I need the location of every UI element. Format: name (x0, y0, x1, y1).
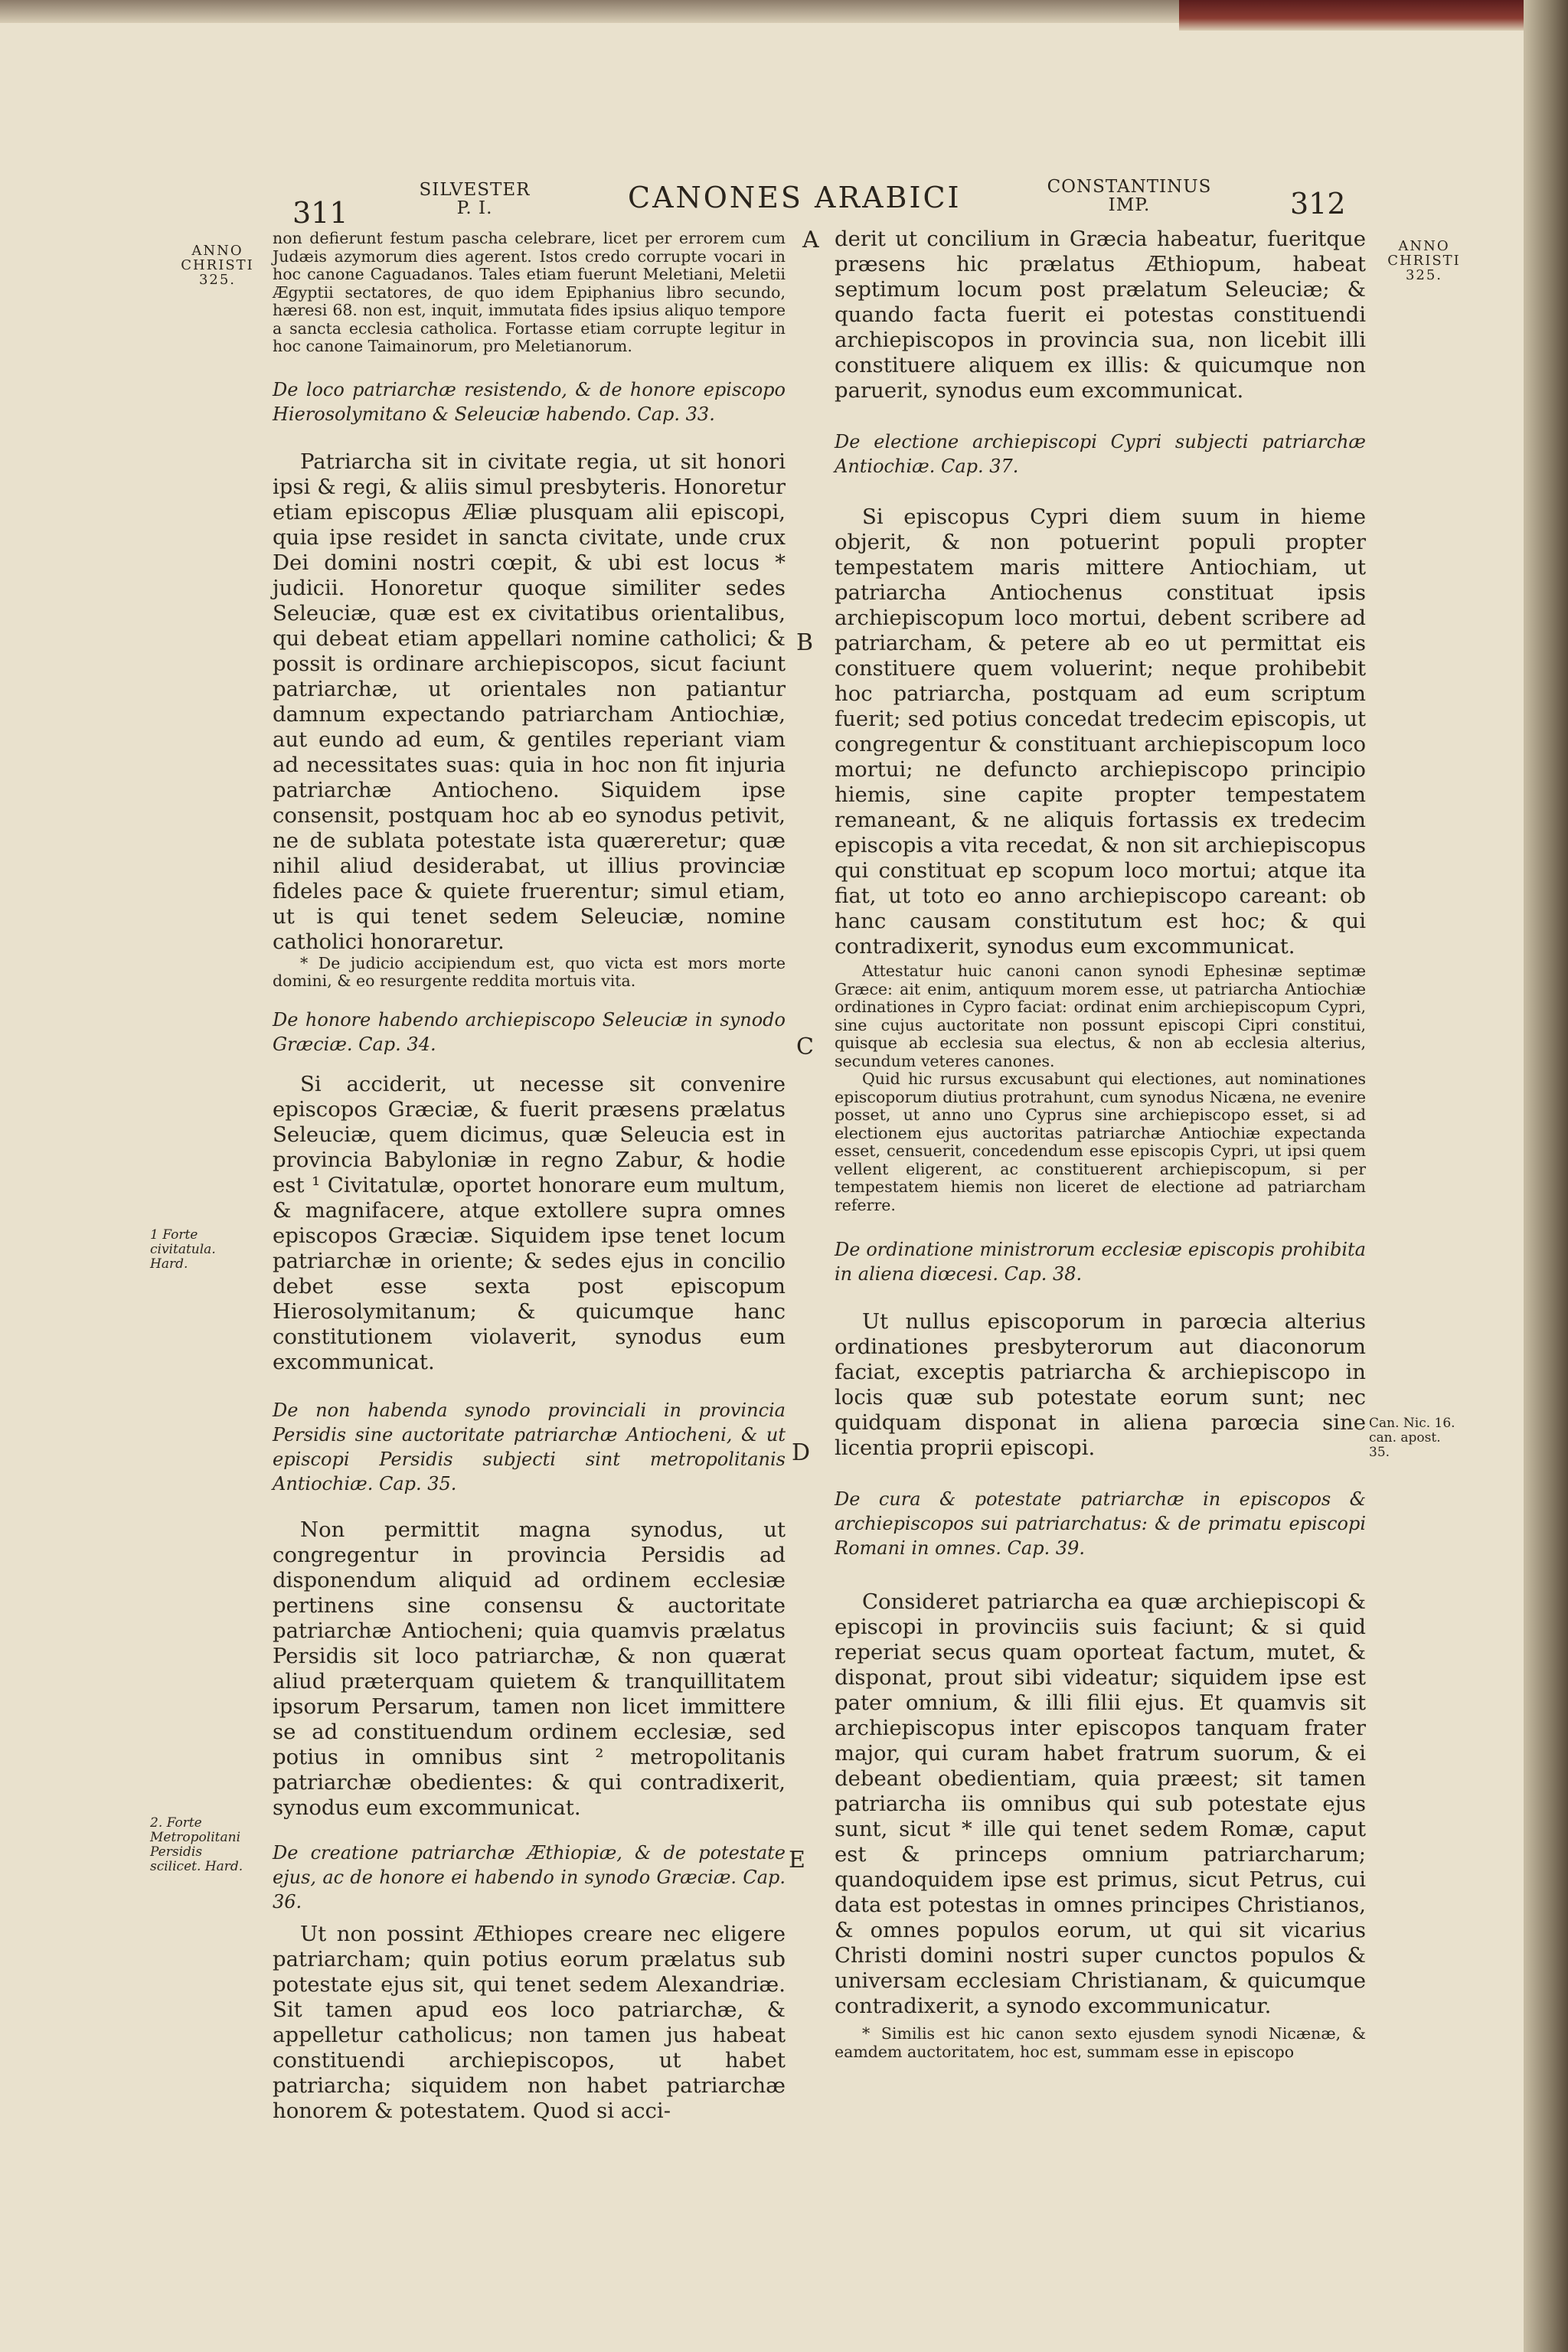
chapter-33-title: De loco patriarchæ resistendo, & de honore episcopo Hierosolymitano & Seleuciæ habendo. Cap. 33. (273, 378, 786, 425)
chapter-37-text: Si episcopus Cypri diem suum in hieme objerit, & non potuerint populi propter tempestatem maris mittere Antiochiam, ut patriarcha Antiochenus constituat ipsis archiepiscopum loco mortui, debent scribere ad patriarcham, & petere ab eo ut permittat eis constituere quem voluerint; neque prohibebit hoc patriarcha, postquam ad eum scriptum fuerit; sed potius concedat tredecim episcopis, ut congregentur & constituant archiepiscopum loco mortui; ne defuncto archiepiscopo principio hiemis, sine capite propter tempestatem remaneant, & ne aliquis fortassis ex tredecim episcopis a vita recedat, & non sit archiepiscopus qui constituat ep scopum loco mortui; atque ita fiat, ut toto eo anno archiepiscopo careant: ob hanc causam constitutum est hoc; & qui contradixerit, synodus eum excommunicat. (835, 505, 1366, 959)
book-cover-edge (1179, 0, 1524, 31)
page-number-left: 311 (292, 196, 348, 230)
left-column (273, 230, 786, 2124)
chapter-37-note-a: Attestatur huic canoni canon synodi Ephesinæ septimæ Græce: ait enim, antiquum morem esse, ut patriarcha Antiochiæ ordinationes in Cypro faciat: ordinat enim archiepiscopum Cypri, sine cujus auctoritate non possunt episcopi Cipri constitui, quisque ab ecclesia sua electus, & non ab ecclesia alterius, secundum veteres canones. (835, 962, 1366, 1070)
chapter-39-footnote: * Similis est hic canon sexto ejusdem synodi Nicænæ, & eamdem auctoritatem, hoc est, summam esse in episcopo (835, 2024, 1366, 2061)
section-letter-a: A (802, 227, 819, 253)
chapter-36-title: De creatione patriarchæ Æthiopiæ, & de potestate ejus, ac de honore ei habendo in synodo Græciæ. Cap. 36. (273, 1841, 786, 1913)
chapter-38-title: De ordinatione ministrorum ecclesiæ episcopis prohibita in aliena diœcesi. Cap. 38. (835, 1239, 1366, 1285)
section-letter-e: E (789, 1847, 805, 1873)
running-head-left: SILVESTER P. I. (419, 180, 531, 218)
chapter-36-continued: derit ut concilium in Græcia habeatur, fueritque præsens hic prælatus Æthiopum, habeat septimum locum post prælatum Seleuciæ; & quando facta fuerit ei potestas constituendi archiepiscopos in provincia sua, non licebit illi constituere aliquem ex illis: & quicumque non paruerit, synodus eum excommunicat. (835, 227, 1366, 403)
section-letter-b: B (796, 629, 814, 656)
chapter-34-title: De honore habendo archiepiscopo Seleuciæ in synodo Græciæ. Cap. 34. (273, 1008, 786, 1055)
section-letter-d: D (792, 1439, 811, 1466)
margin-anno-left: ANNO CHRISTI 325. (181, 243, 254, 288)
chapter-39-title: De cura & potestate patriarchæ in episcopos & archiepiscopos sui patriarchatus: & de primatu episcopi Romani in omnes. Cap. 39. (835, 1488, 1366, 1559)
chapter-33-text: Patriarcha sit in civitate regia, ut sit honori ipsi & regi, & aliis simul presbyteris. Honoretur etiam episcopus Æliæ plusquam alii episcopi, quia ipse residet in sancta civitate, unde crux Dei domini nostri cœpit, & ubi est locus * judicii. Honoretur quoque similiter sedes Seleuciæ, quæ est ex civitatibus orientalibus, qui debeat etiam appellari nomine catholici; & possit is ordinare archiepiscopos, sicut faciunt patriarchæ, ut orientales non patiantur damnum expectando patriarcham Antiochiæ, aut eundo ad eum, & gentiles reperiant viam ad necessitates suas: quia in hoc non fit injuria patriarchæ Antiocheno. Siquidem ipse consensit, postquam hoc ab eo synodus petivit, ne de sublata potestate ista quæreretur; quæ nihil aliud desiderabat, ut illius provinciæ fideles pace & quiete fruerentur; simul etiam, ut is qui tenet sedem Seleuciæ, nomine catholici honoraretur. (273, 449, 786, 954)
book-spine-shadow (1524, 0, 1568, 2352)
page-number-right: 312 (1290, 187, 1346, 220)
margin-note-2: 2. Forte Metropolitani Persidis scilicet. Hard. (150, 1815, 243, 1874)
chapter-38-text: Ut nullus episcoporum in parœcia alterius ordinationes presbyterorum aut diaconorum faciat, exceptis patriarcha & archiepiscopo in locis quæ sub potestate eorum sunt; nec quidquam disponat in aliena parœcia sine licentia proprii episcopi. (835, 1309, 1366, 1460)
margin-note-1: 1 Forte civitatula. Hard. (150, 1227, 216, 1272)
right-column (835, 227, 1366, 2061)
chapter-37-title: De electione archiepiscopi Cypri subjecti patriarchæ Antiochiæ. Cap. 37. (835, 431, 1366, 477)
chapter-33-footnote: * De judicio accipiendum est, quo victa est mors morte domini, & eo resurgente reddita mortuis vita. (273, 953, 786, 990)
margin-note-3: Can. Nic. 16. can. apost. 35. (1369, 1416, 1455, 1460)
left-intro-note: non defierunt festum pascha celebrare, licet per errorem cum Judæis azymorum dies agerent. Istos credo corrupte vocari in hoc canone Caguadanos. Tales etiam fuerunt Meletiani, Meletii Ægyptii sectatores, de quo idem Epiphanius libro secundo, hæresi 68. non est, inquit, immutata fides ipsius aliquo tempore a sancta ecclesia catholica. Fortasse etiam corrupte legitur in hoc canone Taimainorum, pro Meletianorum. (273, 229, 786, 355)
chapter-35-text: Non permittit magna synodus, ut congregentur in provincia Persidis ad disponendum aliquid ad ordinem ecclesiæ pertinens sine consensu & auctoritate patriarchæ Antiocheni; quia quamvis prælatus Persidis sit loco patriarchæ, & non quærat aliud præterquam quietem & tranquillitatem ipsorum Persarum, tamen non licet immittere se ad constituendum ordinem ecclesiæ, sed potius in omnibus sint ² metropolitanis patriarchæ obedientes: & qui contradixerit, synodus eum excommunicat. (273, 1517, 786, 1820)
section-letter-c: C (796, 1034, 814, 1060)
chapter-36-text: Ut non possint Æthiopes creare nec eligere patriarcham; quin potius eorum prælatus sub potestate ejus sit, qui tenet sedem Alexandriæ. Sit tamen apud eos loco patriarchæ, & appelletur catholicus; non tamen jus habeat constituendi archiepiscopos, ut habet patriarcha; siquidem non habet patriarchæ honorem & potestatem. Quod si acci- (273, 1921, 786, 2123)
running-head-right: CONSTANTINUS IMP. (1047, 177, 1212, 215)
running-head-center: CANONES ARABICI (628, 181, 962, 214)
chapter-37-note-b: Quid hic rursus excusabunt qui electiones, aut nominationes episcoporum diutius protrahunt, cum synodus Nicæna, ne evenire posset, ut anno uno Cyprus sine archiepiscopo esset, si ad electionem ejus auctoritas patriarchæ Antiochiæ expectanda esset, censuerit, concedendum esse episcopis Cypri, ut ipsi quem vellent eligerent, ac constituerent archiepiscopum, si per tempestatem hiemis non liceret de electione ad patriarcham referre. (835, 1070, 1366, 1214)
chapter-34-text: Si acciderit, ut necesse sit convenire episcopos Græciæ, & fuerit præsens prælatus Seleuciæ, quem dicimus, quæ Seleucia est in provincia Babyloniæ in regno Zabur, & hodie est ¹ Civitatulæ, oportet honorare eum multum, & magnifacere, atque extollere supra omnes episcopos Græciæ. Siquidem ipse tenet locum patriarchæ in oriente; & sedes ejus in concilio debet esse sexta post episcopum Hierosolymitanum; & quicumque hanc constitutionem violaverit, synodus eum excommunicat. (273, 1071, 786, 1374)
chapter-39-text: Consideret patriarcha ea quæ archiepiscopi & episcopi in provinciis suis faciunt; & si quid reperiat secus quam oporteat factum, mutet, & disponat, prout sibi videatur; siquidem ipse est pater omnium, & illi filii ejus. Et quamvis sit archiepiscopus inter episcopos tanquam frater major, qui curam habet fratrum suorum, & ei debeant obedientiam, quia præest; sit tamen patriarcha iis omnibus qui sub potestate ejus sunt, sicut * ille qui tenet sedem Romæ, caput est & princeps omnium patriarcharum; quandoquidem ipse est primus, sicut Petrus, cui data est potestas in omnes principes Christianos, & omnes populos eorum, ut qui sit vicarius Christi domini nostri super cunctos populos & universam ecclesiam Christianam, & quicumque contradixerit, a synodo excommunicatur. (835, 1589, 1366, 2018)
margin-anno-right: ANNO CHRISTI 325. (1387, 238, 1461, 283)
chapter-35-title: De non habenda synodo provinciali in provincia Persidis sine auctoritate patriarchæ Antiocheni, & ut episcopi Persidis subjecti sint metropolitanis Antiochiæ. Cap. 35. (273, 1399, 786, 1494)
